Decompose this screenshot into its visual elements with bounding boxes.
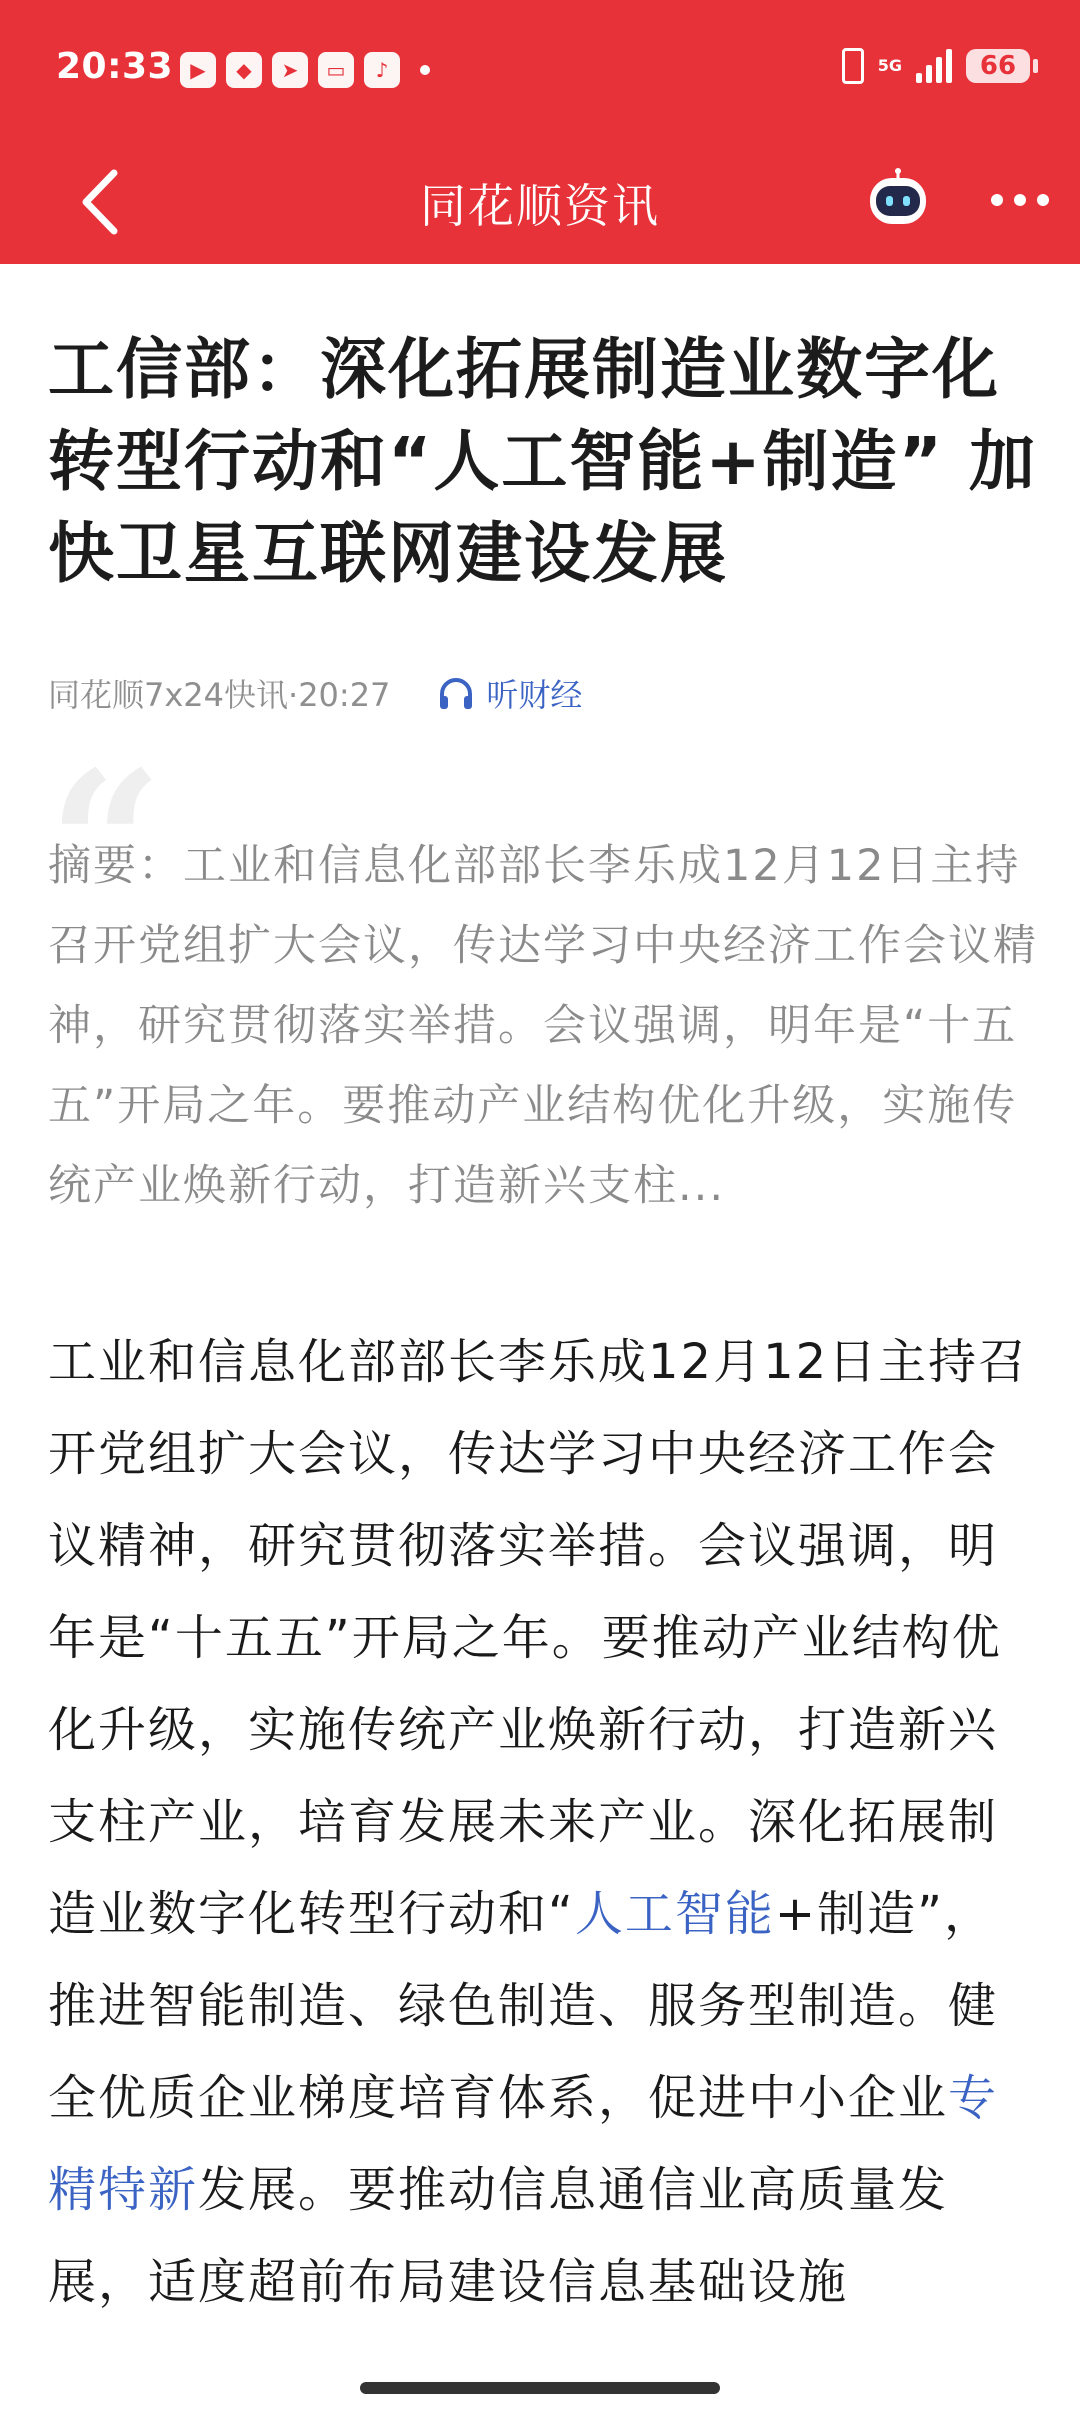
nav-title: 同花顺资讯 — [420, 179, 660, 233]
signal-icon — [916, 49, 952, 83]
video-app-icon: ▶ — [180, 52, 216, 88]
browser-app-icon: ◆ — [226, 52, 262, 88]
ai-assistant-button[interactable] — [858, 160, 938, 240]
network-type: 5G — [877, 56, 902, 75]
battery-icon — [966, 49, 1030, 83]
article-summary: 摘要：工业和信息化部部长李乐成12月12日主持召开党组扩大会议，传达学习中央经济工作会议精神，研究贯彻落实举措。会议强调，明年是“十五五”开局之年。要推动产业结构优化升级，实施传统产业焕新行动，打造新兴支柱... — [48, 841, 1038, 1211]
article-source: 同花顺7x24快讯·20:27 — [48, 676, 391, 714]
quote-icon: “ — [48, 728, 164, 963]
body-text-2: +制造”，推进智能制造、绿色制造、服务型制造。健全优质企业梯度培育体系，促进中小企业 — [48, 1886, 999, 2126]
telegram-app-icon: ➤ — [272, 52, 308, 88]
status-bar — [0, 0, 1080, 140]
more-notifications-dot — [420, 65, 430, 75]
headphones-icon — [438, 676, 474, 710]
listen-button[interactable] — [438, 670, 582, 716]
status-time: 20:33 — [56, 46, 174, 87]
body-text-1: 工业和信息化部部长李乐成12月12日主持召开党组扩大会议，传达学习中央经济工作会议精神，研究贯彻落实举措。会议强调，明年是“十五五”开局之年。要推动产业结构优化升级，实施传统产业焕新行动，打造新兴支柱产业，培育发展未来产业。深化拓展制造业数字化转型行动和“ — [48, 1334, 1029, 1942]
body-text-3: 发展。要推动信息通信业高质量发展，适度超前布局建设信息基础设施 — [48, 2162, 949, 2310]
notification-icons — [180, 52, 430, 88]
article-content — [48, 264, 1038, 2328]
robot-icon — [862, 168, 934, 232]
music-app-icon: ♪ — [364, 52, 400, 88]
folder-app-icon: ▭ — [318, 52, 354, 88]
listen-label: 听财经 — [486, 676, 583, 714]
more-dots-icon — [990, 193, 1050, 207]
system-status — [842, 48, 1030, 84]
app-header — [0, 0, 1080, 264]
article-body — [48, 1316, 1038, 2328]
summary-block — [48, 728, 1038, 1226]
vibrate-icon — [842, 48, 864, 84]
more-button[interactable] — [980, 160, 1060, 240]
tag-link-specialized[interactable]: 专精特新 — [48, 2070, 999, 2218]
nav-bar — [0, 140, 1080, 264]
home-indicator[interactable] — [360, 2382, 720, 2394]
article-meta — [48, 670, 1038, 716]
article-title: 工信部：深化拓展制造业数字化转型行动和“人工智能+制造” 加快卫星互联网建设发展 — [48, 331, 1038, 592]
tag-link-ai[interactable]: 人工智能 — [574, 1886, 775, 1942]
battery-level: 66 — [979, 51, 1017, 81]
